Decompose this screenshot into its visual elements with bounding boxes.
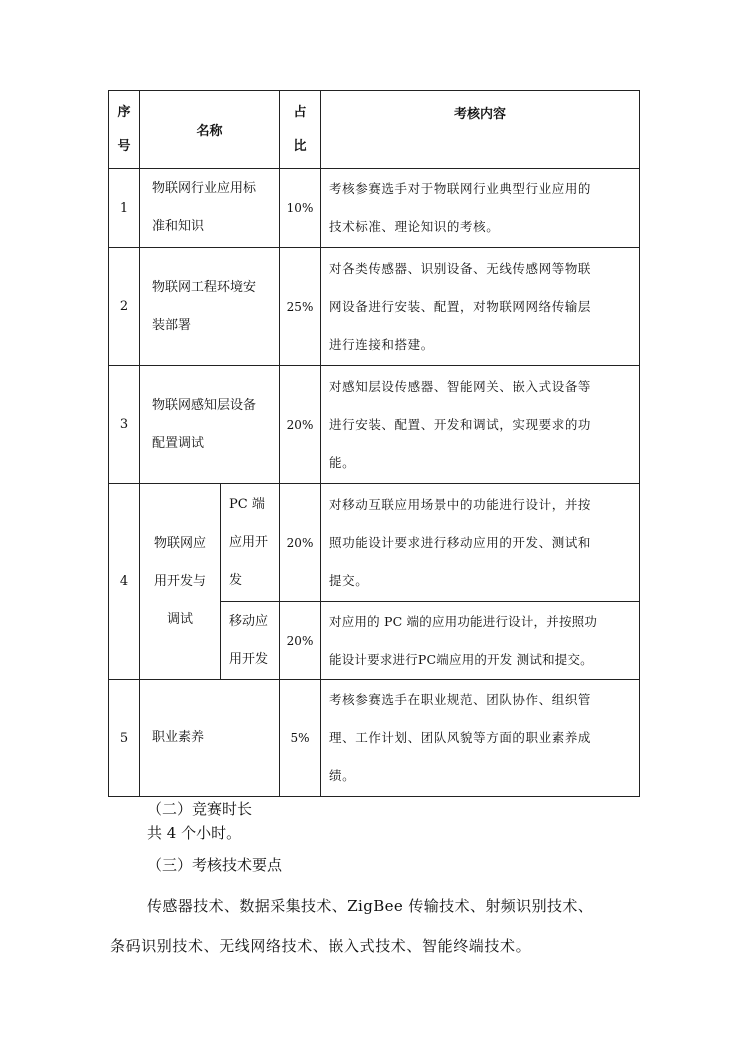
row-seq: 1 xyxy=(109,169,140,248)
row-seq: 5 xyxy=(109,680,140,797)
row-name: 职业素养 xyxy=(140,680,280,797)
table-row xyxy=(109,680,640,797)
header-ratio: 占 比 xyxy=(280,91,321,169)
row-ratio: 10% xyxy=(280,169,321,248)
row-ratio: 5% xyxy=(280,680,321,797)
table-row xyxy=(109,169,640,248)
assessment-table xyxy=(108,90,640,797)
row-seq: 4 xyxy=(109,484,140,680)
subrow-ratio: 20% xyxy=(280,484,321,602)
section-text-tech-line-1: 传感器技术、数据采集技术、ZigBee 传输技术、射频识别技术、 xyxy=(147,897,594,915)
row-description: 考核参赛选手在职业规范、团队协作、组织管 理、工作计划、团队风貌等方面的职业素养成 绩。 xyxy=(321,680,640,797)
row-ratio: 20% xyxy=(280,366,321,484)
row-name: 物联网工程环境安 装部署 xyxy=(140,248,280,366)
table-header-row xyxy=(109,91,640,169)
row-name: 物联网行业应用标 准和知识 xyxy=(140,169,280,248)
row-name: 物联网应 用开发与 调试 xyxy=(140,484,221,680)
table-row xyxy=(109,248,640,366)
section-text-tech-line-2: 条码识别技术、无线网络技术、嵌入式技术、智能终端技术。 xyxy=(110,937,532,955)
row-seq: 3 xyxy=(109,366,140,484)
row-description: 考核参赛选手对于物联网行业典型行业应用的 技术标准、理论知识的考核。 xyxy=(321,169,640,248)
row-description: 对感知层设传感器、智能网关、嵌入式设备等 进行安装、配置、开发和调试，实现要求的功 能。 xyxy=(321,366,640,484)
header-name: 名称 xyxy=(140,91,280,169)
table-row xyxy=(109,366,640,484)
subrow-description: 对应用的 PC 端的应用功能进行设计，并按照功 能设计要求进行PC端应用的开发 测试和提交。 xyxy=(321,602,640,680)
subrow-name: PC 端 应用开 发 xyxy=(221,484,280,602)
section-text-time: 共 4 个小时。 xyxy=(147,824,242,842)
section-heading-time: （二）竞赛时长 xyxy=(147,800,253,818)
subrow-name: 移动应 用开发 xyxy=(221,602,280,680)
subrow-ratio: 20% xyxy=(280,602,321,680)
header-content: 考核内容 xyxy=(321,91,640,169)
header-seq: 序 号 xyxy=(109,91,140,169)
row-ratio: 25% xyxy=(280,248,321,366)
row-description: 对各类传感器、识别设备、无线传感网等物联 网设备进行安装、配置，对物联网网络传输层 进行连接和搭建。 xyxy=(321,248,640,366)
row-name: 物联网感知层设备 配置调试 xyxy=(140,366,280,484)
subrow-description: 对移动互联应用场景中的功能进行设计，并按 照功能设计要求进行移动应用的开发、测试和 提交。 xyxy=(321,484,640,602)
table-row xyxy=(109,484,640,602)
row-seq: 2 xyxy=(109,248,140,366)
section-heading-tech: （三）考核技术要点 xyxy=(147,856,283,874)
